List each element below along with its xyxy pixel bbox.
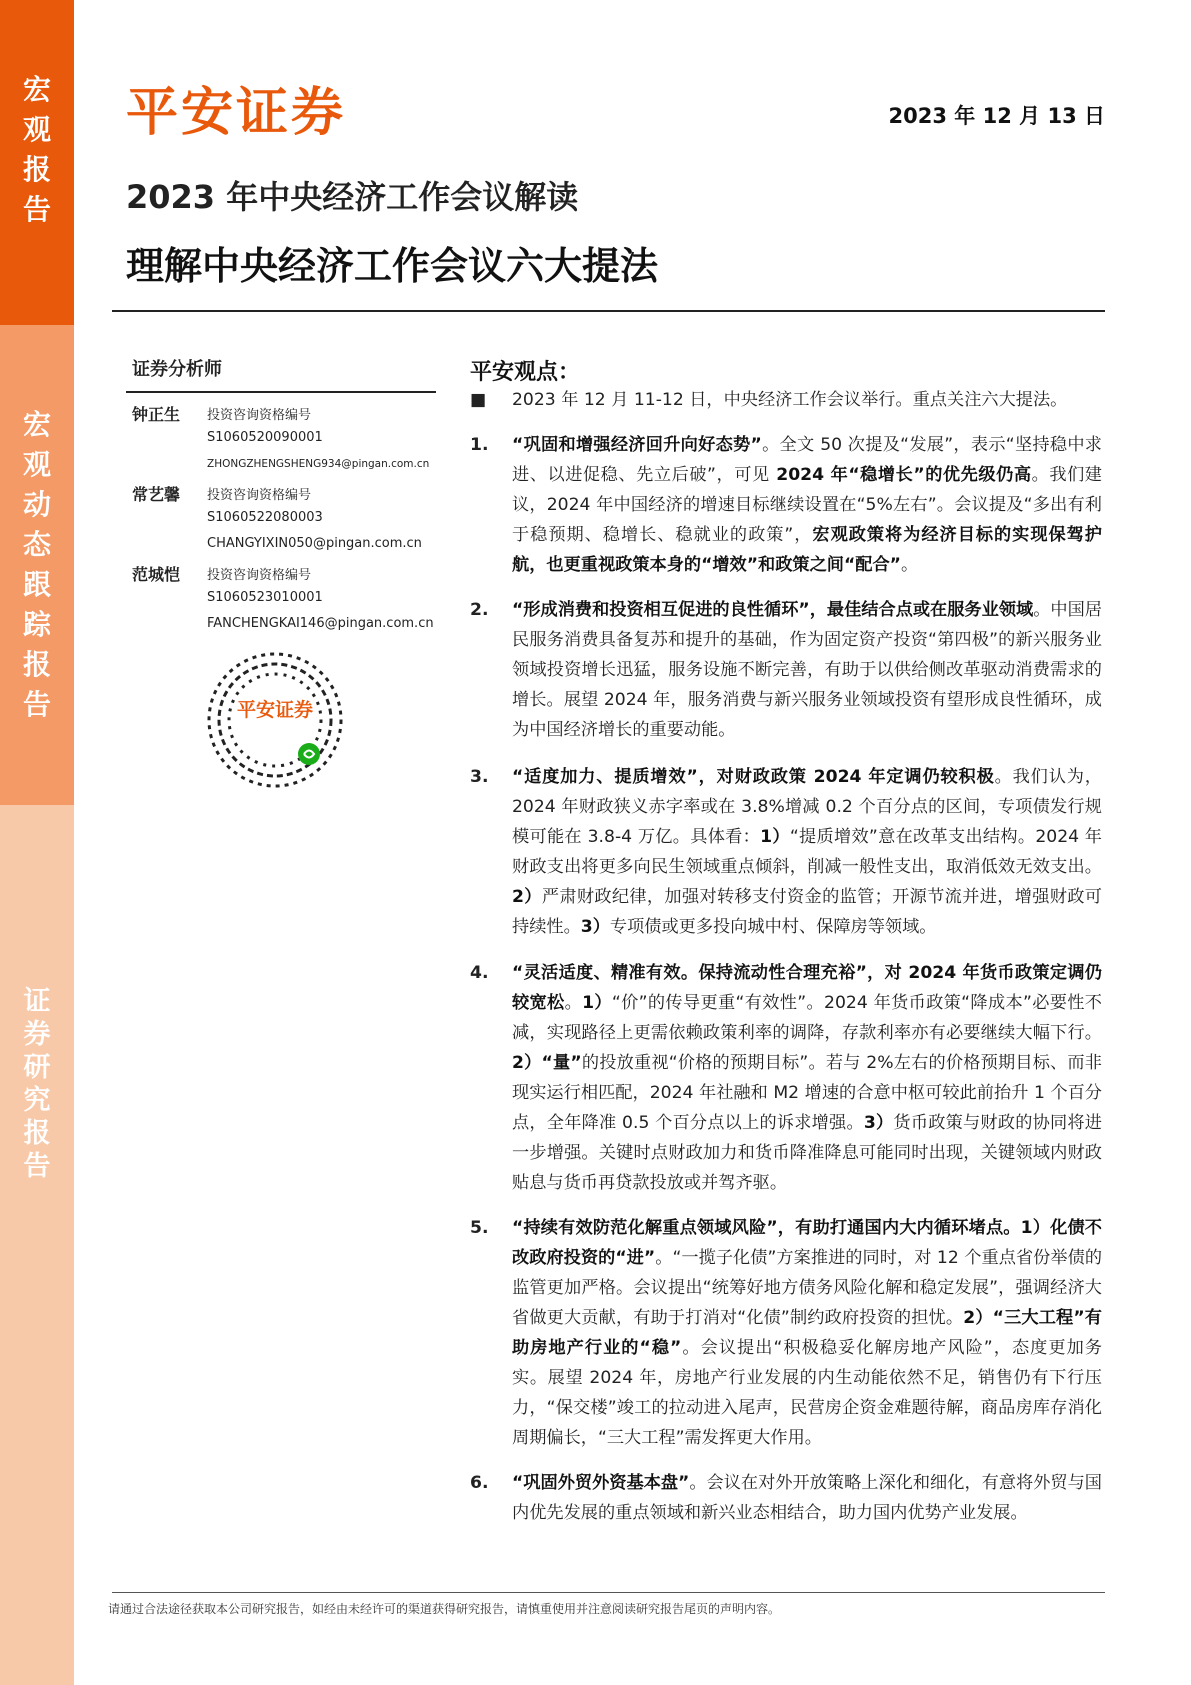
point-number: 3.: [470, 767, 489, 787]
point-number: 6.: [470, 1473, 489, 1493]
point-number: 4.: [470, 963, 489, 983]
analyst-email[interactable]: ZHONGZHENGSHENG934@pingan.com.cn: [207, 458, 430, 470]
point-body: “价”的传导更重“有效性”。2024 年货币政策“降成本”必要性不减，实现路径上更需依赖政策利率的调降，存款利率亦有必要继续大幅下行。: [512, 993, 1102, 1043]
analyst-license-code: S1060520090001: [207, 430, 323, 445]
analyst-name: 钟正生: [132, 405, 181, 424]
analyst-license-code: S1060522080003: [207, 510, 323, 525]
point-body: 。我们建议，2024 年中国经济的增速目标继续设置在“5%左右”。会议提及“多出有利于稳预期、稳增长、稳就业的政策”，: [512, 465, 1102, 545]
point-lead: “巩固外贸外资基本盘”: [512, 1473, 690, 1493]
analyst-name: 常艺馨: [132, 485, 181, 504]
point-emphasis: 3）: [580, 917, 610, 937]
point-emphasis: 3）: [863, 1113, 894, 1133]
report-category-tag: 证 券 研 究 报 告: [23, 986, 51, 1182]
qr-code-icon[interactable]: [205, 650, 345, 790]
intro-text: 2023 年 12 月 11-12 日，中央经济工作会议举行。重点关注六大提法。: [512, 390, 1068, 410]
point-lead: “持续有效防范化解重点领域风险”，有助打通国内大内循环堵点。1）化债不改政府投资的“进”: [512, 1218, 1102, 1268]
point-body: 。会议在对外开放策略上深化和细化，有意将外贸与国内优先发展的重点领域和新兴业态相结合，助力国内优势产业发展。: [512, 1473, 1102, 1523]
report-type-tag: 宏 观 报 告: [22, 73, 51, 226]
brand-logo: 平安证券: [126, 83, 347, 143]
point-emphasis: 2）: [512, 887, 542, 907]
point-emphasis: 1）: [582, 993, 612, 1013]
header-divider: [112, 310, 1105, 312]
analyst-license-label: 投资咨询资格编号: [207, 488, 312, 503]
point-item: [470, 595, 1102, 745]
sidebar-strip-bottom: [0, 805, 74, 1685]
point-item: [470, 430, 1102, 580]
point-item: [470, 1468, 1102, 1528]
report-title: 理解中央经济工作会议六大提法: [126, 244, 659, 288]
point-emphasis: 1）: [760, 827, 790, 847]
viewpoint-heading: 平安观点：: [470, 360, 581, 385]
point-body: 。中国居民服务消费具备复苏和提升的基础，作为固定资产投资“第四极”的新兴服务业领域投资增长迅猛，服务设施不断完善，有助于以供给侧改革驱动消费需求的增长。展望 2024 年，服务消费与新兴服务业领域投资有望形成良性循环，成为中国经济增长的重要动能。: [512, 600, 1102, 740]
analyst-email[interactable]: CHANGYIXIN050@pingan.com.cn: [207, 536, 422, 551]
point-number: 2.: [470, 600, 489, 620]
point-lead: “形成消费和投资相互促进的良性循环”，最佳结合点或在服务业领域: [512, 600, 1034, 620]
analyst-license-label: 投资咨询资格编号: [207, 568, 312, 583]
footer-divider: [112, 1592, 1105, 1593]
bullet-icon: ■: [470, 390, 487, 410]
point-body: 的投放重视“价格的预期目标”。若与 2%左右的价格预期目标、而非现实运行相匹配，2024 年社融和 M2 增速的合意中枢可较此前抬升 1 个百分点，全年降准 0.5 个百分点以上的诉求增强。: [512, 1053, 1102, 1133]
point-emphasis: 宏观政策将为经济目标的实现保驾护航，也更重视政策本身的“增效”和政策之间“配合”: [512, 525, 1102, 575]
point-body: 。会议提出“积极稳妥化解房地产风险”，态度更加务实。展望 2024 年，房地产行业发展的内生动能依然不足，销售仍有下行压力，“保交楼”竣工的拉动进入尾声，民营房企资金难题待解，商品房库存消化周期偏长，“三大工程”需发挥更大作用。: [512, 1338, 1102, 1448]
point-lead: “巩固和增强经济回升向好态势”: [512, 435, 762, 455]
point-item: [470, 958, 1102, 1198]
point-body: 。我们认为，2024 年财政狭义赤字率或在 3.8%增减 0.2 个百分点的区间，专项债发行规模可能在 3.8-4 万亿。具体看：: [512, 767, 1102, 847]
report-subtitle: 2023 年中央经济工作会议解读: [126, 178, 579, 216]
analyst-license-label: 投资咨询资格编号: [207, 408, 312, 423]
analyst-email[interactable]: FANCHENGKAI146@pingan.com.cn: [207, 616, 434, 631]
analysts-divider: [126, 391, 436, 393]
point-body: 。: [564, 993, 583, 1013]
point-body: 。全文 50 次提及“发展”，表示“坚持稳中求进、以进促稳、先立后破”，可见: [512, 435, 1102, 485]
footer-disclaimer: 请通过合法途径获取本公司研究报告，如经由未经许可的渠道获得研究报告，请慎重使用并注意阅读研究报告尾页的声明内容。: [108, 1602, 781, 1616]
report-subtype-tag: 宏 观 动 态 跟 踪 报 告: [22, 408, 51, 721]
qr-brand-text: 平安证券: [236, 699, 314, 721]
point-body: 专项债或更多投向城中村、保障房等领域。: [609, 917, 937, 937]
point-lead: “灵活适度、精准有效。保持流动性合理充裕”，对 2024 年货币政策定调仍较宽松: [512, 963, 1102, 1013]
point-lead: “适度加力、提质增效”，对财政政策 2024 年定调仍较积极: [512, 767, 995, 787]
intro-paragraph: [470, 385, 1102, 415]
point-body: “提质增效”意在改革支出结构。2024 年财政支出将更多向民生领域重点倾斜，削减一般性支出，取消低效无效支出。: [512, 827, 1102, 877]
point-emphasis: 2024 年“稳增长”的优先级仍高: [769, 465, 1032, 485]
analysts-heading: 证券分析师: [132, 359, 222, 380]
point-item: [470, 762, 1102, 942]
point-emphasis: 2）“三大工程”有助房地产行业的“稳”: [512, 1308, 1102, 1358]
point-body: 。“一揽子化债”方案推进的同时，对 12 个重点省份举债的监管更加严格。会议提出“统筹好地方债务风险化解和稳定发展”，强调经济大省做更大贡献，有助于打消对“化债”制约政府投资的担忧。: [512, 1248, 1103, 1328]
point-number: 1.: [470, 435, 489, 455]
point-body: 货币政策与财政的协同将进一步增强。关键时点财政加力和货币降准降息可能同时出现，关键领域内财政贴息与货币再贷款投放或并驾齐驱。: [512, 1113, 1102, 1193]
point-emphasis: 2）“量”: [512, 1053, 582, 1073]
point-body: 严肃财政纪律，加强对转移支付资金的监管；开源节流并进，增强财政可持续性。: [512, 887, 1102, 937]
analyst-name: 范城恺: [132, 565, 181, 584]
point-item: [470, 1213, 1102, 1453]
point-number: 5.: [470, 1218, 489, 1238]
point-body: 。: [900, 555, 919, 575]
report-date: 2023 年 12 月 13 日: [888, 104, 1105, 128]
analyst-license-code: S1060523010001: [207, 590, 323, 605]
